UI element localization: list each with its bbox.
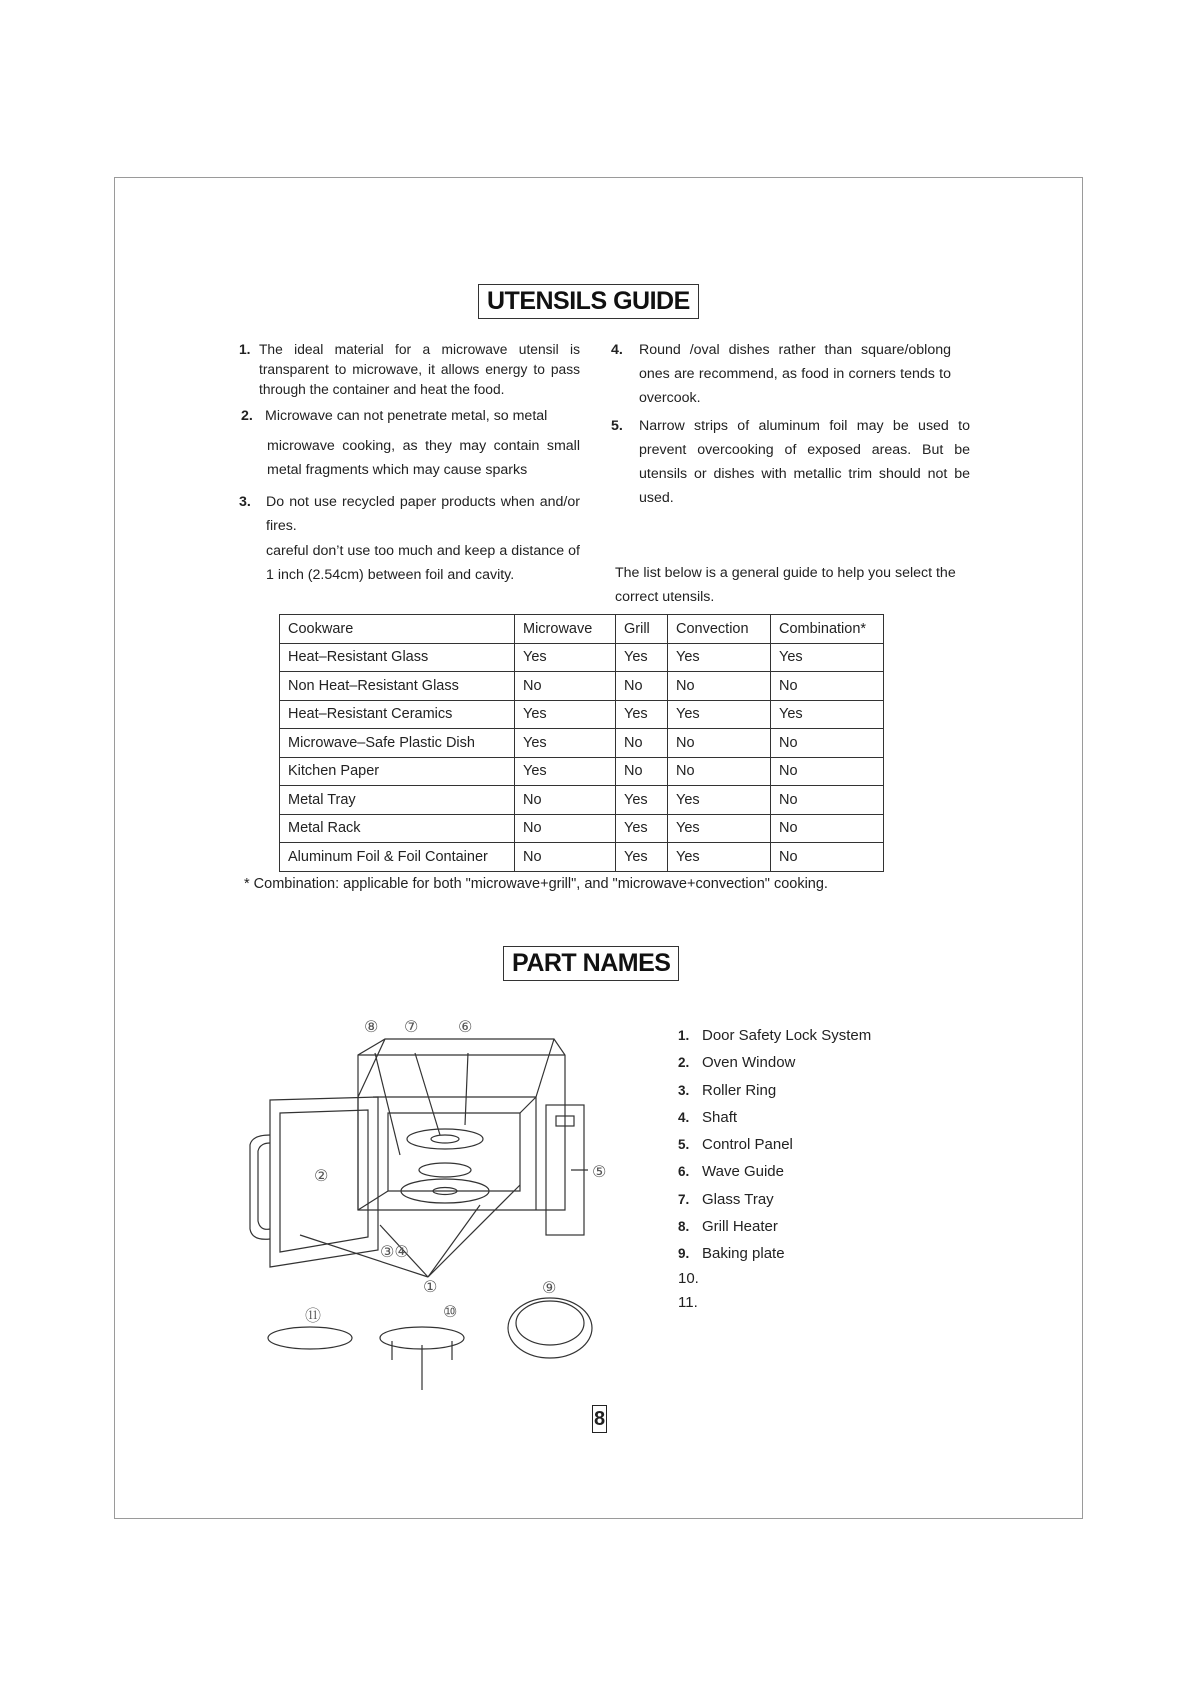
cell: No	[515, 672, 616, 701]
part-number: 10.	[678, 1269, 699, 1287]
list-item	[678, 1213, 871, 1240]
list-item	[678, 1022, 871, 1049]
cell: Microwave–Safe Plastic Dish	[280, 729, 515, 758]
table-row	[280, 643, 884, 672]
cell: Aluminum Foil & Foil Container	[280, 843, 515, 872]
part-label: Oven Window	[702, 1054, 796, 1072]
utensil-item-3	[239, 490, 580, 538]
item-text: careful don’t use too much and keep a distance of 1 inch (2.54cm) between foil and cavity.	[266, 543, 580, 583]
part-label: Roller Ring	[702, 1081, 777, 1099]
header-cookware: Cookware	[280, 615, 515, 644]
cell: No	[668, 672, 771, 701]
table-row	[280, 814, 884, 843]
callout-5: ⑤	[592, 1162, 607, 1181]
cell: Yes	[771, 643, 884, 672]
cell: Yes	[668, 786, 771, 815]
part-number: 4.	[678, 1109, 690, 1125]
cell: No	[771, 786, 884, 815]
part-names-list	[678, 1022, 871, 1316]
cell: No	[616, 672, 668, 701]
item-text: Round /oval dishes rather than square/oblong ones are recommend, as food in corners tends to overcook.	[639, 342, 951, 406]
cell: Yes	[515, 700, 616, 729]
cell: Yes	[771, 700, 884, 729]
header-combination: Combination*	[771, 615, 884, 644]
table-header-row	[280, 615, 884, 644]
cell: No	[616, 729, 668, 758]
cell: No	[668, 729, 771, 758]
utensil-item-1	[239, 340, 580, 400]
part-number: 7.	[678, 1191, 690, 1207]
part-number: 8.	[678, 1219, 690, 1235]
cell: Yes	[616, 643, 668, 672]
utensil-item-2	[241, 404, 580, 428]
cell: No	[515, 814, 616, 843]
utensils-guide-title: UTENSILS GUIDE	[478, 284, 699, 319]
cell: Yes	[668, 843, 771, 872]
part-number: 5.	[678, 1137, 690, 1153]
cell: Yes	[515, 729, 616, 758]
cell: Yes	[668, 814, 771, 843]
part-number: 2.	[678, 1055, 690, 1071]
list-item	[678, 1077, 871, 1104]
utensil-item-3-cont	[266, 539, 580, 587]
table-row	[280, 786, 884, 815]
callout-9: ⑨	[542, 1278, 557, 1297]
item-text: Microwave can not penetrate metal, so metal	[265, 408, 548, 424]
guide-intro: The list below is a general guide to help you select the correct utensils.	[615, 565, 956, 605]
utensil-item-4	[611, 338, 951, 410]
cell: Yes	[668, 643, 771, 672]
part-label: Door Safety Lock System	[702, 1027, 872, 1044]
cell: No	[668, 757, 771, 786]
callout-11: ⑪	[305, 1306, 322, 1325]
list-item	[678, 1290, 871, 1316]
item-number: 1.	[239, 342, 251, 357]
part-number: 11.	[678, 1293, 698, 1311]
list-item	[678, 1131, 871, 1158]
cell: Yes	[616, 843, 668, 872]
item-number: 3.	[239, 494, 251, 510]
cell: Yes	[616, 786, 668, 815]
cell: Yes	[668, 700, 771, 729]
cell: No	[515, 786, 616, 815]
part-number: 1.	[678, 1028, 690, 1043]
item-text: The ideal material for a microwave utensil is transparent to microwave, it allows energy to pass through the container and heat the food.	[259, 342, 580, 397]
item-number: 4.	[611, 342, 623, 358]
callout-1: ①	[423, 1277, 438, 1296]
header-microwave: Microwave	[515, 615, 616, 644]
item-text: Do not use recycled paper products when and/or fires.	[266, 494, 580, 534]
part-label: Grill Heater	[702, 1218, 778, 1236]
part-number: 3.	[678, 1082, 690, 1098]
utensils-table	[279, 614, 884, 872]
table-row	[280, 757, 884, 786]
cell: Yes	[616, 700, 668, 729]
list-item	[678, 1186, 871, 1213]
cell: Metal Rack	[280, 814, 515, 843]
table-row	[280, 843, 884, 872]
cell: No	[771, 814, 884, 843]
part-label: Shaft	[702, 1108, 738, 1126]
page-number: 8	[592, 1405, 607, 1433]
cell: Kitchen Paper	[280, 757, 515, 786]
cell: No	[771, 843, 884, 872]
part-label: Control Panel	[702, 1136, 793, 1154]
cell: No	[771, 672, 884, 701]
cell: Yes	[515, 643, 616, 672]
cell: Heat–Resistant Ceramics	[280, 700, 515, 729]
part-label: Baking plate	[702, 1245, 785, 1263]
item-number: 5.	[611, 418, 623, 434]
table-row	[280, 672, 884, 701]
item-number: 2.	[241, 408, 253, 424]
part-names-title: PART NAMES	[503, 946, 679, 981]
part-number: 6.	[678, 1164, 690, 1180]
list-item	[678, 1049, 871, 1076]
cell: Non Heat–Resistant Glass	[280, 672, 515, 701]
cell: Yes	[616, 814, 668, 843]
list-item	[678, 1268, 871, 1290]
list-item	[678, 1104, 871, 1131]
table-row	[280, 729, 884, 758]
list-item	[678, 1240, 871, 1267]
cell: No	[771, 729, 884, 758]
list-item	[678, 1158, 871, 1185]
callout-6: ⑥	[458, 1017, 473, 1036]
combination-footnote: * Combination: applicable for both "microwave+grill", and "microwave+convection" cooking.	[244, 876, 828, 892]
item-text: Narrow strips of aluminum foil may be used to prevent overcooking of exposed areas. But be utensils or dishes with metallic trim should not be used.	[639, 418, 970, 506]
callout-8: ⑧	[364, 1017, 379, 1036]
item-text: microwave cooking, as they may contain small metal fragments which may cause sparks	[267, 438, 580, 478]
callout-3-4: ③④	[380, 1242, 409, 1261]
cell: Metal Tray	[280, 786, 515, 815]
cell: Yes	[515, 757, 616, 786]
cell: No	[771, 757, 884, 786]
part-label: Glass Tray	[702, 1190, 774, 1208]
utensil-item-2-cont	[267, 434, 580, 482]
callout-7: ⑦	[404, 1017, 419, 1036]
cell: Heat–Resistant Glass	[280, 643, 515, 672]
callout-2: ②	[314, 1166, 329, 1185]
utensil-item-5	[611, 414, 970, 510]
header-grill: Grill	[616, 615, 668, 644]
cell: No	[616, 757, 668, 786]
header-convection: Convection	[668, 615, 771, 644]
callout-10: ⑩	[443, 1302, 458, 1321]
part-label: Wave Guide	[702, 1163, 784, 1181]
table-row	[280, 700, 884, 729]
part-number: 9.	[678, 1246, 690, 1262]
cell: No	[515, 843, 616, 872]
microwave-diagram	[240, 1005, 630, 1395]
